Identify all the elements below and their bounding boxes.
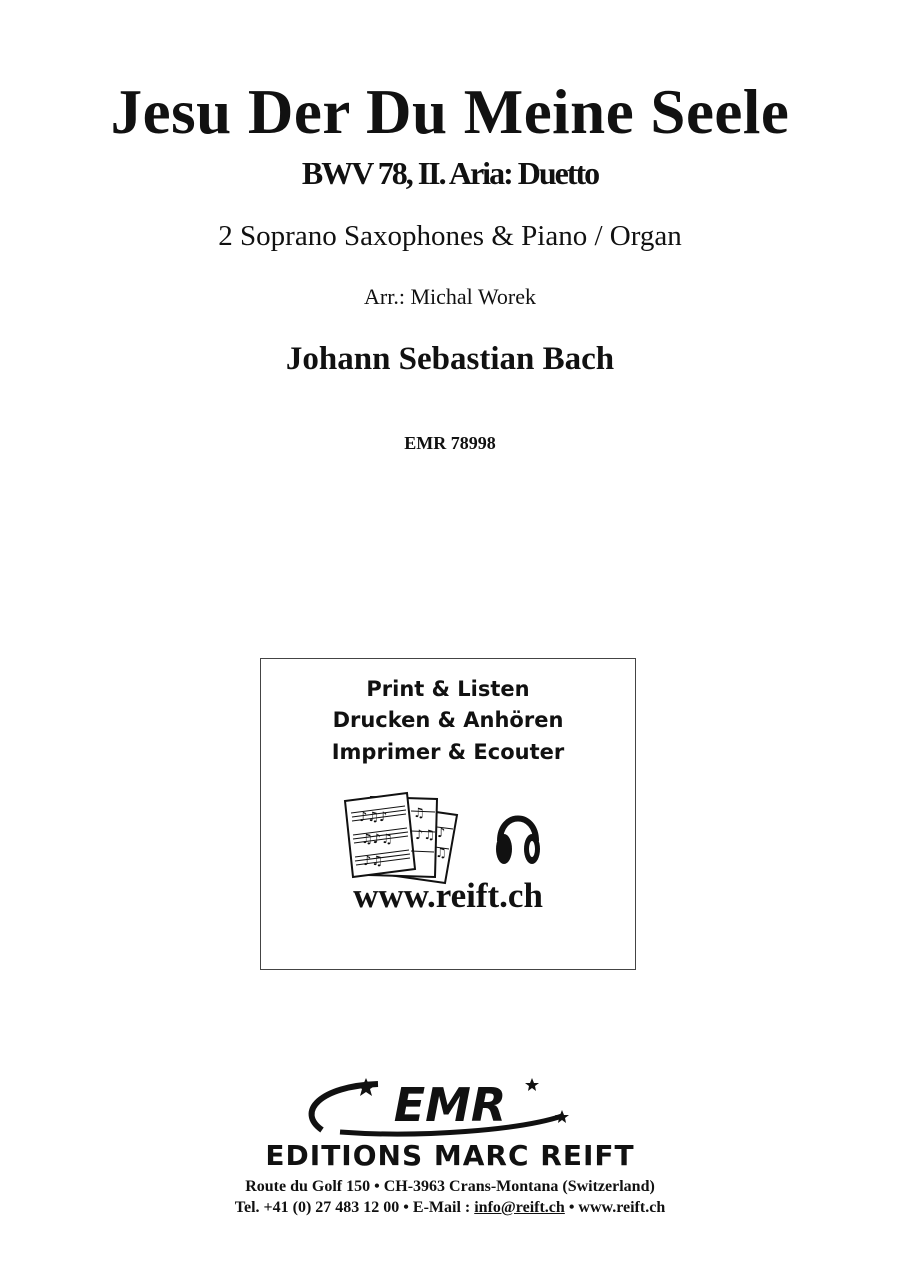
composer: Johann Sebastian Bach	[285, 341, 615, 377]
score-subtitle: BWV 78, II. Aria: Duetto	[301, 155, 599, 191]
svg-text:♫♪♫: ♫♪♫	[361, 832, 393, 847]
svg-text:♪♫: ♪♫	[363, 854, 383, 869]
svg-text:♪: ♪	[437, 826, 446, 841]
email-link[interactable]: info@reift.ch	[474, 1199, 565, 1216]
svg-text:♫: ♫	[413, 806, 425, 821]
svg-text:♫: ♫	[435, 846, 447, 861]
phone-text: Tel. +41 (0) 27 483 12 00 • E-Mail :	[234, 1199, 475, 1216]
publisher-contact	[0, 1199, 900, 1217]
svg-text:EMR: EMR	[393, 1078, 507, 1132]
website-text: • www.reift.ch	[564, 1199, 666, 1216]
publisher-name: EDITIONS MARC REIFT	[265, 1139, 635, 1172]
promo-line-french: Imprimer & Ecouter	[331, 740, 565, 764]
svg-text:♪♫♪: ♪♫♪	[359, 810, 388, 825]
print-listen-box	[260, 658, 636, 970]
emr-logo	[300, 1072, 600, 1138]
promo-line-german: Drucken & Anhören	[332, 708, 564, 732]
svg-text:♪♫: ♪♫	[415, 828, 435, 843]
promo-line-english: Print & Listen	[366, 677, 530, 701]
catalog-number: EMR 78998	[404, 433, 496, 453]
arranger: Arr.: Michal Worek	[364, 284, 536, 309]
promo-url[interactable]: www.reift.ch	[353, 876, 543, 915]
instrumentation: 2 Soprano Saxophones & Piano / Organ	[218, 220, 682, 252]
sheet-music-icon	[341, 791, 471, 887]
score-title: Jesu Der Du Meine Seele	[110, 77, 790, 147]
headphones-icon	[495, 801, 541, 871]
publisher-address: Route du Golf 150 • CH-3963 Crans-Montana (Switzerland)	[245, 1178, 655, 1195]
